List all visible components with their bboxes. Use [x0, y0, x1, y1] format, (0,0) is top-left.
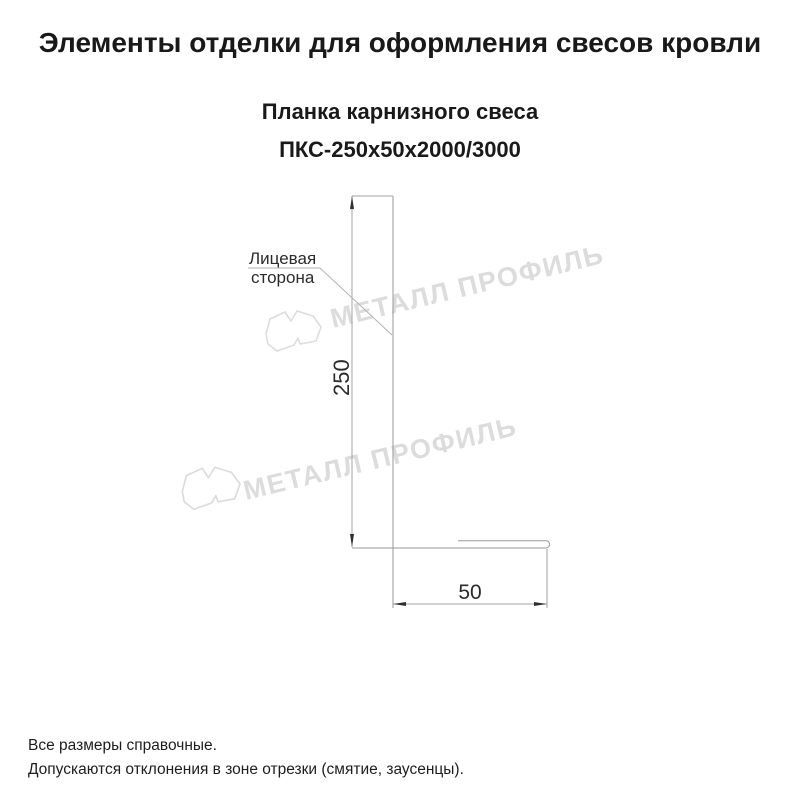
watermark-lower [182, 411, 520, 509]
page-title: Элементы отделки для оформления свесов кровли [38, 27, 762, 58]
width-dim-arrow-left-icon [393, 602, 406, 606]
height-dimension-value: 250 [329, 359, 354, 396]
face-side-label-line1: Лицевая [249, 249, 317, 268]
width-dimension-value: 50 [458, 581, 482, 604]
product-name: Планка карнизного свеса [261, 99, 539, 124]
height-dim-arrow-down-icon [350, 534, 354, 547]
profile-bottom-flange-line [352, 541, 550, 548]
watermark-upper [266, 239, 607, 351]
metal-profil-logo-icon [266, 311, 321, 351]
watermark-text: МЕТАЛЛ ПРОФИЛЬ [240, 411, 521, 506]
watermark-text: МЕТАЛЛ ПРОФИЛЬ [327, 239, 608, 334]
width-dim-arrow-right-icon [534, 602, 547, 606]
footer-note-1: Все размеры справочные. [28, 737, 217, 754]
footer-note-2: Допускаются отклонения в зоне отрезки (смятие, заусенцы). [28, 761, 464, 778]
face-side-label-line2: сторона [251, 268, 315, 287]
product-code: ПКС-250х50х2000/3000 [279, 137, 521, 162]
metal-profil-logo-icon [182, 467, 240, 509]
height-dim-arrow-up-icon [350, 196, 354, 209]
